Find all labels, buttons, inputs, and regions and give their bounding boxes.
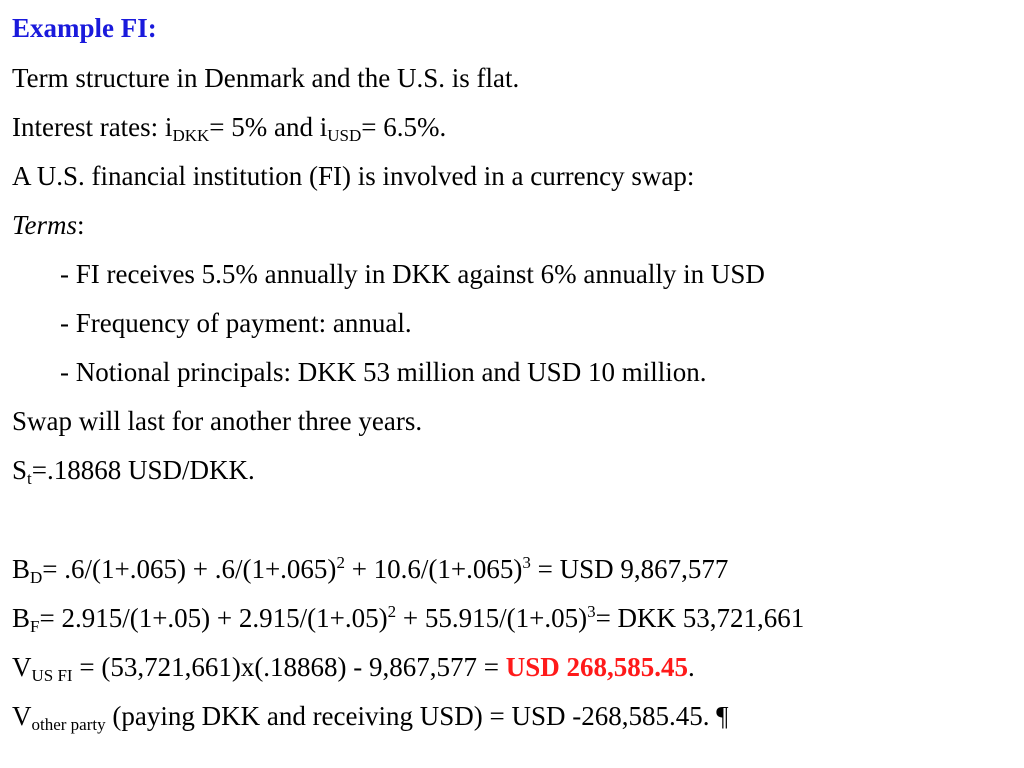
bd-part3: = USD 9,867,577 [530, 554, 729, 584]
term-item: - FI receives 5.5% annually in DKK against 6% annually in USD [60, 259, 765, 289]
spot-subscript: t [27, 469, 32, 488]
bf-superscript-2: 3 [587, 602, 596, 621]
vother-formula-line [12, 700, 728, 732]
vus-prefix: V [12, 652, 32, 682]
interest-rates-suffix: = 6.5%. [361, 112, 447, 142]
terms-line [12, 209, 85, 241]
bd-superscript-1: 2 [336, 553, 345, 572]
spot-suffix: =.18868 USD/DKK. [31, 455, 255, 485]
vus-highlight-value: USD 268,585.45 [505, 652, 689, 682]
bd-part2: + 10.6/(1+.065) [344, 554, 523, 584]
vother-part1: (paying DKK and receiving USD) = USD -268,585.45. ¶ [105, 701, 729, 731]
interest-rates-line [12, 111, 446, 143]
spot-rate-line [12, 454, 255, 486]
bd-prefix: B [12, 554, 31, 584]
vother-subscript: other party [31, 715, 106, 734]
bf-prefix: B [12, 603, 31, 633]
terms-colon: : [77, 210, 85, 240]
bd-subscript: D [30, 568, 43, 587]
vus-part2: . [688, 652, 695, 682]
swap-duration-line: Swap will last for another three years. [12, 406, 423, 436]
terms-label: Terms [12, 210, 78, 240]
bd-superscript-2: 3 [522, 553, 531, 572]
usd-subscript: USD [327, 126, 362, 145]
spot-prefix: S [12, 455, 28, 485]
bd-part1: = .6/(1+.065) + .6/(1+.065) [42, 554, 337, 584]
bf-part1: = 2.915/(1+.05) + 2.915/(1+.05) [39, 603, 388, 633]
bf-formula-line [12, 602, 804, 634]
vus-subscript: US FI [31, 666, 73, 685]
vus-part1: = (53,721,661)x(.18868) - 9,867,577 = [72, 652, 506, 682]
bf-part2: + 55.915/(1+.05) [396, 603, 588, 633]
bf-part3: = DKK 53,721,661 [595, 603, 805, 633]
interest-rates-mid: = 5% and i [209, 112, 328, 142]
bf-superscript-1: 2 [387, 602, 397, 621]
currency-swap-line: A U.S. financial institution (FI) is involved in a currency swap: [12, 161, 695, 191]
dkk-subscript: DKK [172, 126, 210, 145]
term-structure-line: Term structure in Denmark and the U.S. is flat. [12, 63, 520, 93]
term-item: - Frequency of payment: annual. [60, 308, 412, 338]
vother-prefix: V [12, 701, 32, 731]
interest-rates-prefix: Interest rates: i [12, 112, 173, 142]
vus-formula-line [12, 651, 695, 683]
term-item: - Notional principals: DKK 53 million and USD 10 million. [60, 357, 707, 387]
slide-title: Example FI: [12, 13, 157, 43]
bd-formula-line [12, 553, 728, 585]
bf-subscript: F [30, 617, 40, 636]
